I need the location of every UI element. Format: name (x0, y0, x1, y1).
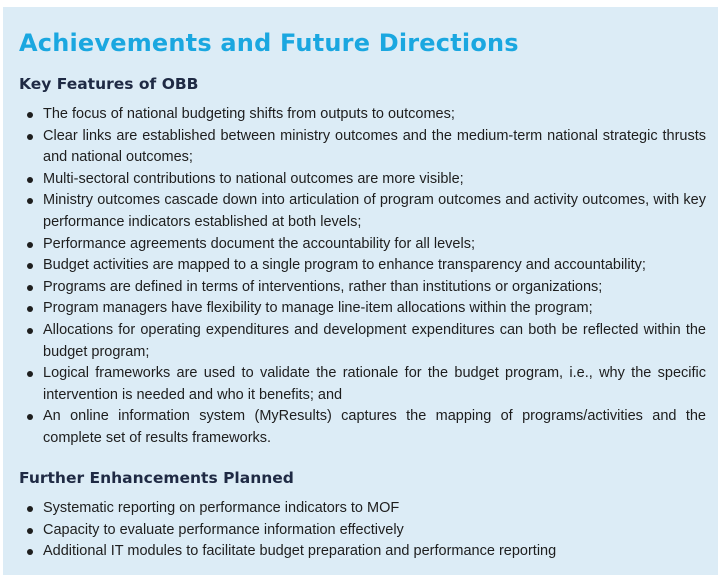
list-item: The focus of national budgeting shifts from outputs to outcomes; (3, 104, 708, 126)
list-item: Multi-sectoral contributions to national outcomes are more visible; (3, 169, 708, 191)
key-features-list (3, 104, 708, 450)
list-item: Logical frameworks are used to validate the rationale for the budget program, i.e., why the specific intervention is needed and who it benefits; and (3, 363, 708, 406)
list-item: Programs are defined in terms of interventions, rather than institutions or organizations; (3, 277, 708, 299)
list-item: Capacity to evaluate performance information effectively (3, 520, 708, 542)
further-enhancements-list (3, 498, 708, 563)
list-item: Performance agreements document the accountability for all levels; (3, 234, 708, 256)
list-item: Program managers have flexibility to manage line-item allocations within the program; (3, 298, 708, 320)
list-item: Allocations for operating expenditures and development expenditures can both be reflected within the budget program; (3, 320, 708, 363)
list-item: An online information system (MyResults) captures the mapping of programs/activities and the complete set of results frameworks. (3, 406, 708, 449)
section-heading-further-enhancements: Further Enhancements Planned (19, 469, 294, 487)
section-heading-key-features: Key Features of OBB (19, 75, 199, 93)
list-item: Additional IT modules to facilitate budget preparation and performance reporting (3, 541, 708, 563)
content-panel (3, 7, 718, 575)
list-item: Clear links are established between ministry outcomes and the medium-term national strategic thrusts and national outcomes; (3, 126, 708, 169)
list-item: Budget activities are mapped to a single program to enhance transparency and accountability; (3, 255, 708, 277)
panel-title: Achievements and Future Directions (19, 29, 519, 57)
list-item: Ministry outcomes cascade down into articulation of program outcomes and activity outcomes, with key performance indicators established at both levels; (3, 190, 708, 233)
list-item: Systematic reporting on performance indicators to MOF (3, 498, 708, 520)
